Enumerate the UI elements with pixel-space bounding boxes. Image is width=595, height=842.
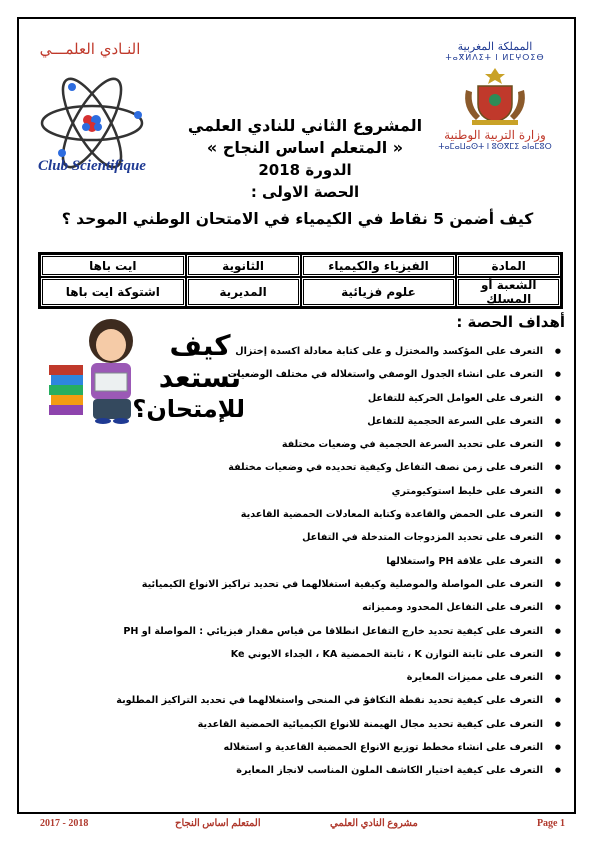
table-row: [40, 277, 561, 307]
table-cell: ايت باها: [40, 254, 186, 277]
footer-motto: المتعلم اساس النجاح: [175, 818, 261, 829]
list-item: ● التعرف على السرعة الحجمية للتفاعل: [45, 410, 565, 433]
table-cell: اشتوكة ايت باها: [40, 277, 186, 307]
ministry-name-tifinagh: ⵜⴰⵎⴰⵡⴰⵙⵜ ⵏ ⵓⵙⴳⵎⵉ ⴰⵏⴰⵎⵓⵔ: [438, 142, 552, 151]
list-item: ● التعرف على الحمض والقاعدة وكتابة المعادلات الحمضية القاعدية: [45, 503, 565, 526]
objectives-title: أهداف الحصة :: [456, 313, 565, 331]
table-cell: علوم فزيائية: [301, 277, 457, 307]
footer-year: 2017 - 2018: [40, 818, 89, 829]
footer-club: مشروع النادي العلمي: [330, 818, 418, 829]
list-item: ● التعرف على علاقة PH واستغلالها: [45, 550, 565, 573]
list-item: ● التعرف على المؤكسد والمختزل و على كتابة معادلة اكسدة إختزال: [45, 340, 565, 363]
list-item: ● التعرف على تحديد السرعة الحجمية في وضعيات مختلفة: [45, 433, 565, 456]
lesson-title: الحصة الاولى :: [250, 183, 360, 201]
list-item: ● التعرف على العوامل الحركية للتفاعل: [45, 387, 565, 410]
list-item: ● التعرف على تحديد المزدوجات المتدخلة في التفاعل: [45, 526, 565, 549]
list-item: ● التعرف على انشاء الجدول الوصفي واستغلاله في مختلف الوضعيات: [45, 363, 565, 386]
list-item: ● التعرف على انشاء مخطط توزيع الانواع الحمضية القاعدية و استغلاله: [45, 736, 565, 759]
club-name-ar: النـادي العلمـــي: [39, 40, 141, 58]
kingdom-name-tifinagh: ⵜⴰⴳⵍⴷⵉⵜ ⵏ ⵍⵎⵖⵔⵉⴱ: [445, 53, 545, 62]
motto: « المتعلم اساس النجاح »: [206, 138, 404, 157]
list-item: ● التعرف على كيفية تحديد نقطة التكافؤ في المنحى واستغلالهما في تحديد التراكيز المطلوبة: [45, 689, 565, 712]
table-row: [40, 254, 561, 277]
list-item: ● التعرف على التفاعل المحدود ومميزاته: [45, 596, 565, 619]
page-footer: [30, 818, 565, 832]
list-item: ● التعرف على زمن نصف التفاعل وكيفية تحديده في وضعيات مختلفة: [45, 456, 565, 479]
table-cell: الشعبة أو المسلك: [456, 277, 561, 307]
document-header: [170, 115, 440, 203]
ministry-name-ar: وزارة التربية الوطنية: [444, 128, 546, 142]
moroccan-emblem-icon: [460, 64, 530, 126]
main-question: كيف أضمن 5 نقاط في الكيمياء في الامتحان الوطني الموحد ؟: [61, 210, 534, 228]
table-cell: المديرية: [186, 277, 301, 307]
kingdom-name-ar: المملكة المغربية: [457, 40, 533, 53]
club-name-latin: Club Scientifique: [38, 158, 146, 174]
objectives-list: [45, 340, 565, 783]
list-item: ● التعرف على كيفية تحديد خارج التفاعل انطلاقا من قياس مقدار فيزيائي : المواصلة او PH: [45, 620, 565, 643]
list-item: ● التعرف على كيفية اختيار الكاشف الملون المناسب لانجاز المعايرة: [45, 759, 565, 782]
table-cell: المادة: [456, 254, 561, 277]
project-title: المشروع الثاني للنادي العلمي: [187, 116, 423, 135]
slogan-line: كيف: [169, 329, 231, 362]
list-item: ● التعرف على المواصلة والموصلية وكيفية استغلالهما في تحديد تراكيز الانواع الكيميائية: [45, 573, 565, 596]
list-item: ● التعرف على خليط استوكيومتري: [45, 480, 565, 503]
table-cell: الثانوية: [186, 254, 301, 277]
list-item: ● التعرف على مميزات المعايرة: [45, 666, 565, 689]
session: الدورة 2018: [258, 161, 352, 179]
table-cell: الفيزياء والكيمياء: [301, 254, 457, 277]
slogan-line: تستعد: [158, 361, 242, 394]
slogan-line: للإمتحان؟: [132, 395, 245, 423]
info-table: [38, 252, 563, 309]
list-item: ● التعرف على ثابتة التوازن K ، ثابتة الحمضية KA ، الجداء الايوني Ke: [45, 643, 565, 666]
page-number: Page 1: [536, 818, 565, 829]
list-item: ● التعرف على كيفية تحديد مجال الهيمنة للانواع الكيميائية الحمضية القاعدية: [45, 713, 565, 736]
ministry-block: [425, 40, 565, 151]
